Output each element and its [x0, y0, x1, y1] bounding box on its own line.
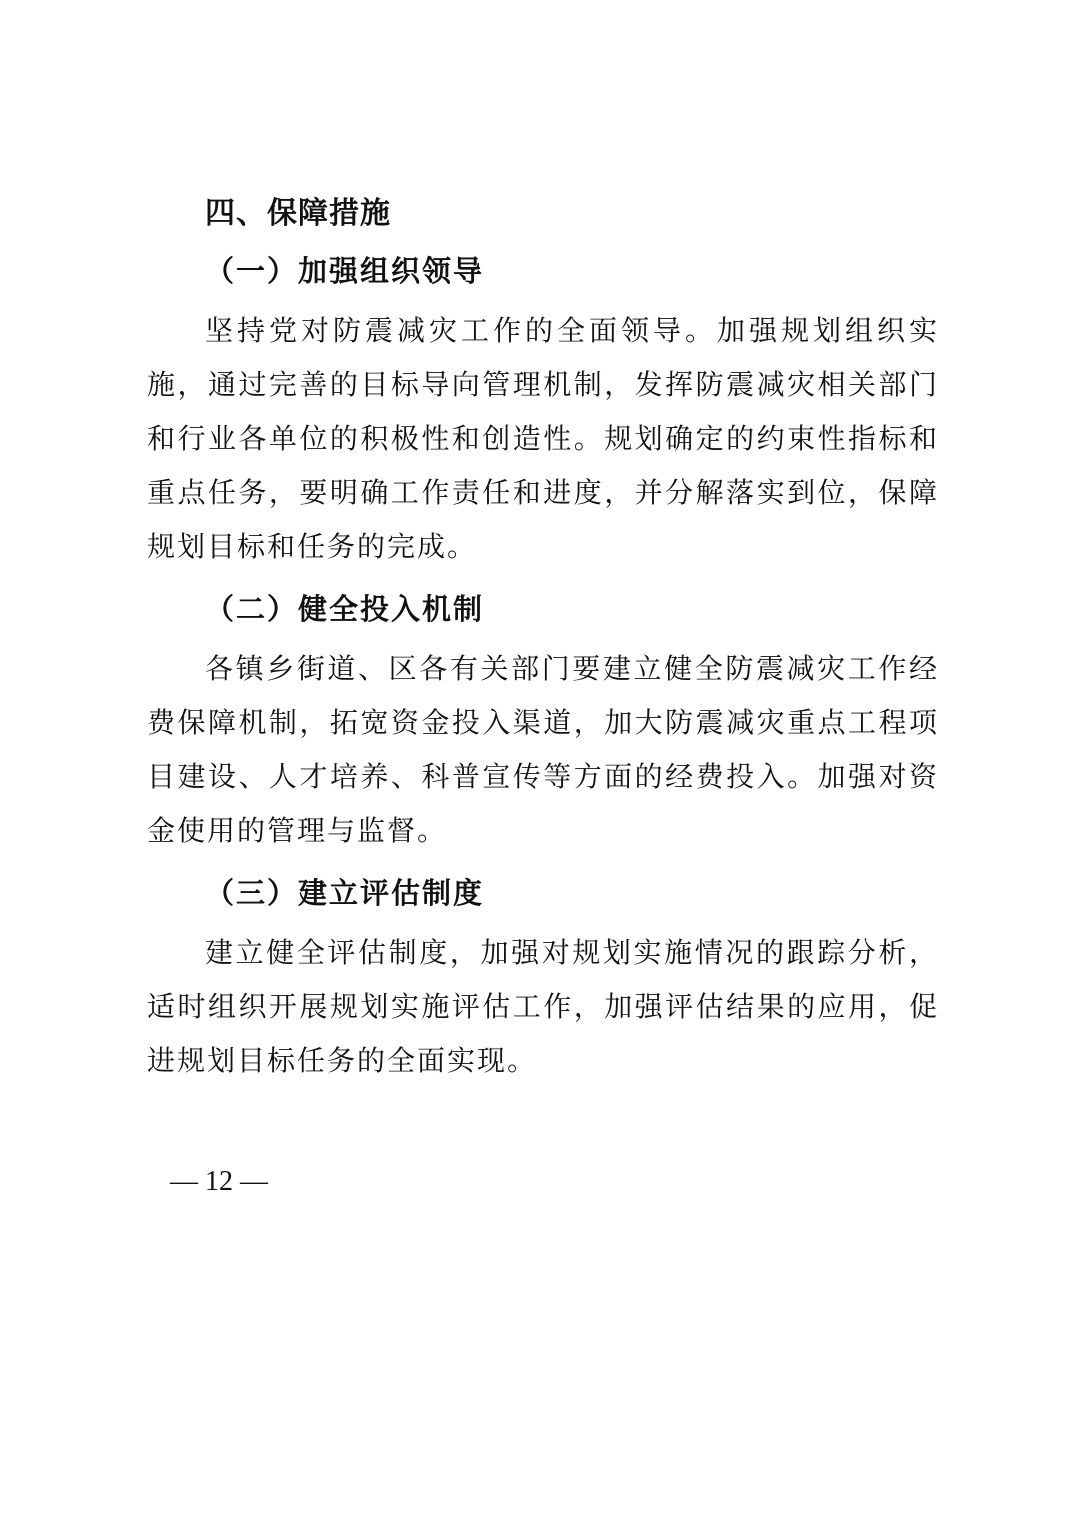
document-content: [147, 192, 939, 1088]
subsection-title-3: （三）建立评估制度: [205, 876, 485, 910]
paragraph-2: 各镇乡街道、区各有关部门要建立健全防震减灾工作经费保障机制，拓宽资金投入渠道，加大防震减灾重点工程项目建设、人才培养、科普宣传等方面的经费投入。加强对资金使用的管理与监督。: [147, 652, 939, 847]
subsection-title-2: （二）健全投入机制: [205, 592, 485, 626]
section-title: 四、保障措施: [205, 196, 391, 231]
paragraph-1: 坚持党对防震减灾工作的全面领导。加强规划组织实施，通过完善的目标导向管理机制，发挥防震减灾相关部门和行业各单位的积极性和创造性。规划确定的约束性指标和重点任务，要明确工作责任和进度，并分解落实到位，保障规划目标和任务的完成。: [147, 314, 939, 563]
page-number: — 12 —: [170, 1166, 268, 1197]
subsection-title-1: （一）加强组织领导: [205, 254, 485, 288]
paragraph-3: 建立健全评估制度，加强对规划实施情况的跟踪分析，适时组织开展规划实施评估工作，加强评估结果的应用，促进规划目标任务的全面实现。: [147, 936, 939, 1077]
